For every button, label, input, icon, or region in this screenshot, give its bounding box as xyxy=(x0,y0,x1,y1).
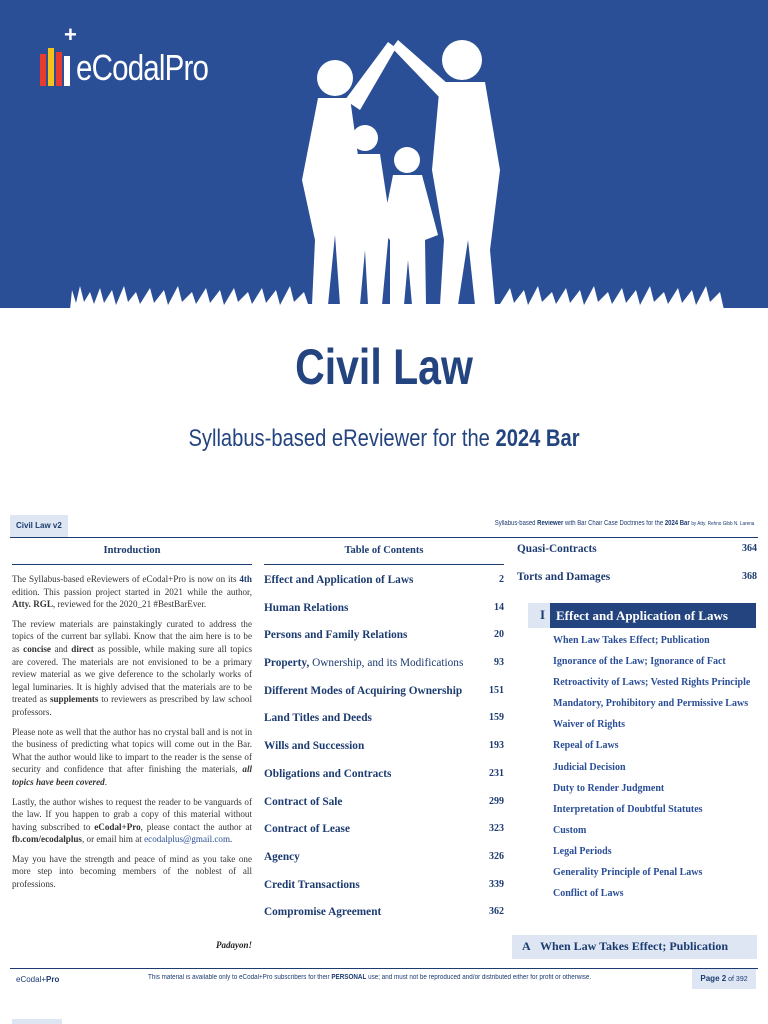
toc-entry-label: Contract of Sale xyxy=(264,795,343,808)
toc-entry-label: Quasi-Contracts xyxy=(517,543,597,555)
toc-entry[interactable] xyxy=(517,543,757,571)
intro-paragraph: Please note as well that the author has no crystal ball and is not in the business of predicting what topics will come out in the Bar. What the author would like to impart to the reader is the sense of security and confidence that after finishing the materials, all topics have been covered. xyxy=(12,726,252,787)
subsection-header xyxy=(512,935,757,959)
toc-heading: Table of Contents xyxy=(344,545,424,556)
toc-entry-label: Obligations and Contracts xyxy=(264,767,392,780)
toc-entry-page: 151 xyxy=(489,684,504,696)
subtitle-text: Syllabus-based eReviewer for the xyxy=(188,425,490,452)
cover-title: Civil Law xyxy=(295,339,473,395)
toc-entry-label: Human Relations xyxy=(264,601,349,614)
subsection-title: When Law Takes Effect; Publication xyxy=(540,939,729,953)
header-doc-label: Civil Law v2 xyxy=(10,515,68,537)
cover-subtitle xyxy=(61,425,706,453)
intro-paragraph: Lastly, the author wishes to request the reader to be vanguards of the law. If you happen to grab a copy of this material without having subscribed to eCodal+Pro, please contact the author at fb.com/ecodalplus, or email him at ecodalplus@gmail.com. xyxy=(12,796,252,845)
header-text: with Bar Chair Case Doctrines for the xyxy=(564,520,663,527)
subtopic-link[interactable]: Legal Periods xyxy=(553,845,612,857)
intro-heading: Introduction xyxy=(103,545,161,556)
toc-entry-page: 362 xyxy=(489,906,504,918)
toc-entry[interactable] xyxy=(264,851,504,879)
toc-entry-label: Effect and Application of Laws xyxy=(264,574,414,586)
subtopic-link[interactable]: Repeal of Laws xyxy=(553,740,619,752)
header-text: Reviewer xyxy=(536,520,563,527)
intro-body xyxy=(12,573,252,898)
header-description xyxy=(494,520,754,527)
toc-entry-page: 20 xyxy=(494,629,504,641)
header-author: by Atty. Rehno Gibb N. Larena xyxy=(690,521,754,527)
subtopic-link[interactable]: Interpretation of Doubtful Statutes xyxy=(553,803,703,815)
subtopic-link[interactable]: Retroactivity of Laws; Vested Rights Principle xyxy=(553,677,751,689)
toc-entry[interactable] xyxy=(264,574,504,602)
cover-banner xyxy=(0,0,768,308)
toc-entry-label: Agency xyxy=(264,850,300,863)
toc-entry-label: Property, Ownership, and its Modifications xyxy=(264,657,464,670)
toc-entry-page: 368 xyxy=(742,571,757,582)
section-number: I xyxy=(540,607,546,622)
toc-entry-page: 299 xyxy=(489,795,504,807)
intro-paragraph: The Syllabus-based eReviewers of eCodal+Pro is now on its 4th edition. This passion project started in 2021 while the author, Atty. RGL, reviewed for the 2020_21 #BestBarEver. xyxy=(12,574,252,610)
toc-entry-label: Persons and Family Relations xyxy=(264,629,408,642)
family-silhouette-icon xyxy=(60,20,740,308)
subtopic-link[interactable]: Custom xyxy=(553,824,587,836)
header-text: 2024 xyxy=(664,520,678,527)
toc-entry-label: Wills and Succession xyxy=(264,740,365,753)
toc-entry-page: 364 xyxy=(742,543,757,554)
toc-entry[interactable] xyxy=(264,879,504,907)
section-header xyxy=(528,603,756,628)
toc-entry-label: Contract of Lease xyxy=(264,823,350,836)
toc-entry-label: Different Modes of Acquiring Ownership xyxy=(264,684,463,697)
toc-entry-page: 231 xyxy=(489,767,504,779)
bottom-tab xyxy=(12,1019,62,1024)
toc-entry[interactable] xyxy=(517,571,757,599)
toc-entry-label: Land Titles and Deeds xyxy=(264,712,372,725)
page-number: Page 2 of 392 xyxy=(692,969,756,989)
toc-entry[interactable] xyxy=(264,740,504,768)
toc-entry-page: 193 xyxy=(489,740,504,752)
toc-entry-label: Torts and Damages xyxy=(517,571,611,583)
toc-entry-page: 93 xyxy=(494,657,504,669)
footer-notice: This material is available only to eCodal+Pro subscribers for their PERSONAL use; and must not be reproduced and/or distributed either for profit or otherwise. xyxy=(148,974,592,981)
toc-entry[interactable] xyxy=(264,712,504,740)
author-email-link[interactable]: ecodalplus@gmail.com xyxy=(144,834,231,845)
intro-sign-off: Padayon! xyxy=(216,940,252,950)
toc-list xyxy=(264,574,504,934)
toc-entry-page: 2 xyxy=(499,574,504,585)
toc-entry-page: 159 xyxy=(489,712,504,724)
header-divider xyxy=(10,537,758,538)
toc-entry[interactable] xyxy=(264,629,504,657)
header-text: Bar xyxy=(679,520,690,527)
toc-entry[interactable] xyxy=(264,657,504,685)
plus-icon: + xyxy=(64,22,77,47)
subtopic-link[interactable]: Ignorance of the Law; Ignorance of Fact xyxy=(553,656,726,668)
subtopic-link[interactable]: Waiver of Rights xyxy=(553,719,626,731)
toc-entry[interactable] xyxy=(264,823,504,851)
intro-paragraph: May you have the strength and peace of mind as you take one more step into becoming members of the noblest of all professions. xyxy=(12,853,252,890)
section-subtopics xyxy=(553,635,758,909)
toc-entry[interactable] xyxy=(264,602,504,630)
toc-entry-page: 326 xyxy=(489,850,504,862)
footer-brand: eCodal+Pro xyxy=(16,975,60,984)
toc-entry-page: 323 xyxy=(489,823,504,835)
toc-entry-label: Credit Transactions xyxy=(264,878,360,891)
toc-entry-page: 339 xyxy=(489,878,504,890)
subtopic-link[interactable]: Duty to Render Judgment xyxy=(553,782,665,794)
toc-entry-page: 14 xyxy=(494,601,504,613)
header-text: Syllabus-based xyxy=(494,520,536,527)
toc-entry[interactable] xyxy=(264,768,504,796)
toc-entry[interactable] xyxy=(264,796,504,824)
section-title: Effect and Application of Laws xyxy=(550,603,756,628)
subtopic-link[interactable]: Mandatory, Prohibitory and Permissive Laws xyxy=(553,698,749,710)
toc-entry-label: Compromise Agreement xyxy=(264,906,382,919)
subtopic-link[interactable]: Conflict of Laws xyxy=(553,888,624,900)
toc-list-continued xyxy=(517,543,757,599)
subtopic-link[interactable]: Generality Principle of Penal Laws xyxy=(553,867,703,879)
brand-name: eCodalPro xyxy=(76,47,209,88)
subtitle-year: 2024 Bar xyxy=(495,425,580,452)
toc-entry[interactable] xyxy=(264,685,504,713)
toc-entry[interactable] xyxy=(264,906,504,934)
subtopic-link[interactable]: When Law Takes Effect; Publication xyxy=(553,635,710,646)
intro-paragraph: The review materials are painstakingly curated to address the topics of the current bar syllabi. Know that the aim here is to be as concise and direct as possible, while making sure all topics are covered. The materials are not envisioned to be a primary review material as we give deference to the scholarly works of legal luminaries. It is highly advised that the materials are to be treated as supplements to reviewers as prescribed by law school professors. xyxy=(12,618,253,717)
subtopic-link[interactable]: Judicial Decision xyxy=(553,761,626,773)
subsection-letter: A xyxy=(522,939,531,953)
footer-divider xyxy=(10,968,758,969)
